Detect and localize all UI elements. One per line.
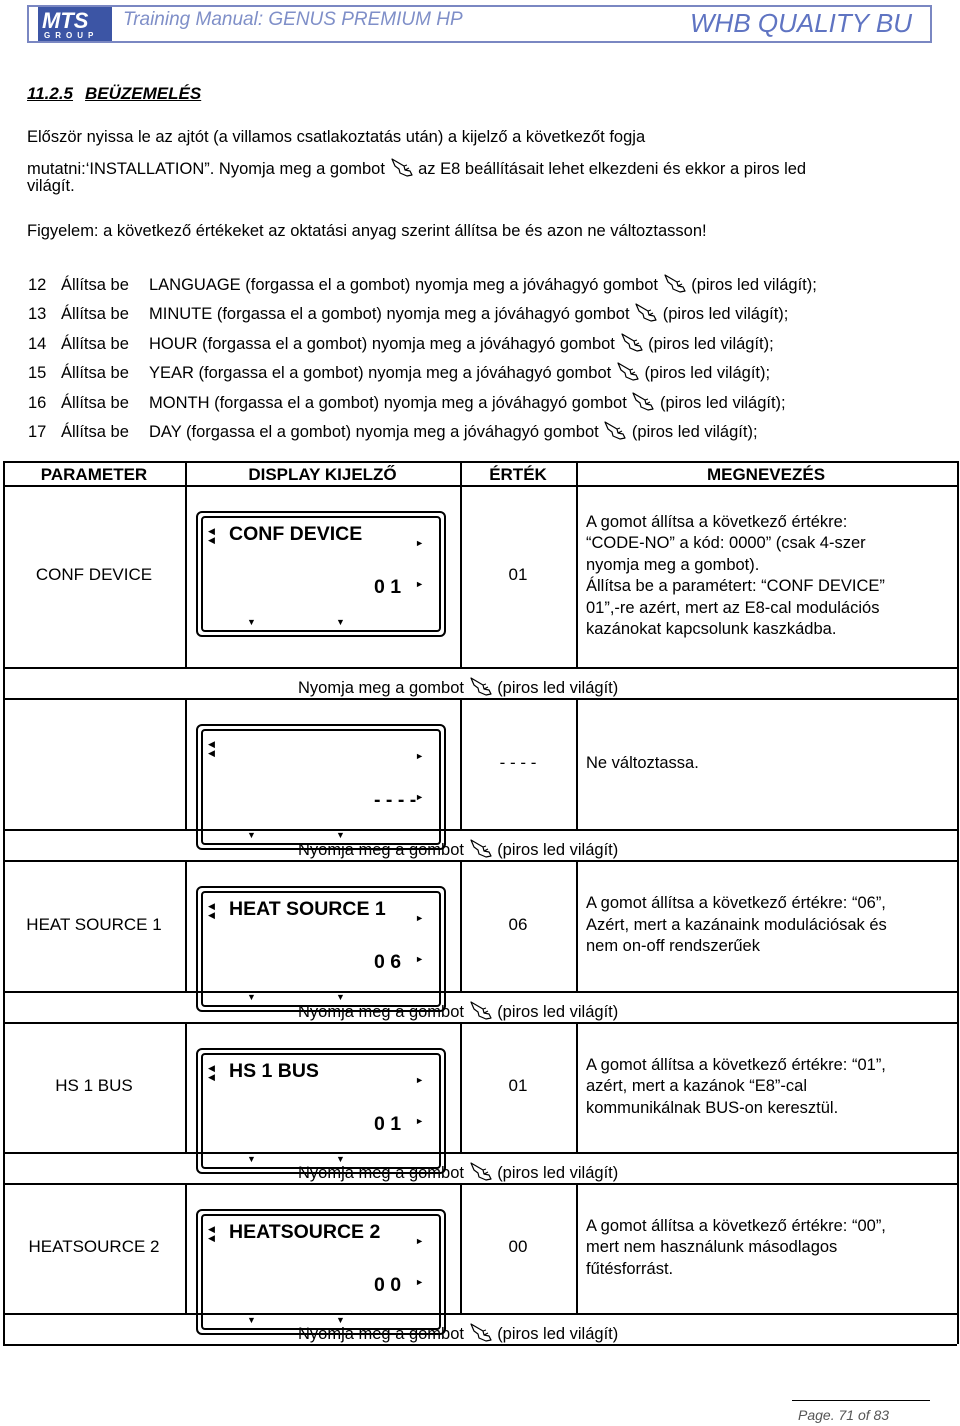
row-parameter: HEAT SOURCE 1 [26,914,162,934]
lcd-value: 0 1 [374,576,402,598]
press-text: Nyomja meg a gombot [298,841,464,859]
header-value: ÉRTÉK [489,465,547,484]
lcd-down-arrow-icon: ▼ [247,992,256,1002]
table-rule [185,1022,187,1152]
row-value: 01 [508,565,528,584]
lcd-display [196,724,446,850]
row-value: 00 [508,1237,528,1256]
press-suffix: (piros led világít) [497,1164,619,1182]
table-rule [576,1022,578,1152]
step-suffix: (piros led világít); [660,394,786,412]
table-rule [576,1183,578,1313]
hand-pointer-icon [469,1322,493,1342]
press-suffix: (piros led világít) [497,1003,619,1021]
press-suffix: (piros led világít) [497,679,619,697]
hand-pointer-icon [616,361,640,381]
table-rule [3,829,957,831]
press-button-row [298,838,618,860]
lcd-right-arrow-icon: ► [415,1236,424,1246]
step-number: 12 [28,276,47,294]
description-line: azért, mert a kazánok “E8”-cal [586,1077,807,1096]
step-text: YEAR (forgassa el a gombot) nyomja meg a jóváhagyó gombot [149,364,612,382]
lcd-right-arrow-icon: ► [415,751,424,761]
hand-pointer-icon [631,391,655,411]
table-rule [3,485,957,487]
lcd-right-arrow-icon: ► [415,538,424,548]
table-rule [185,485,187,667]
hand-pointer-icon [469,676,493,696]
table-rule [957,461,959,1344]
lcd-left-arrows-icon: ◀ ◀ [208,739,215,758]
hand-pointer-icon [469,838,493,858]
table-rule [3,991,957,993]
description-line: A gomot állítsa a következő értékre: “01”, [586,1055,886,1074]
step-suffix: (piros led világít); [648,335,774,353]
press-button-row [298,1000,618,1022]
lcd-down-arrow-icon: ▼ [247,617,256,627]
hand-pointer-icon [634,302,658,322]
lcd-right-arrow-icon: ► [415,913,424,923]
description-line: Állítsa be a paramétert: “CONF DEVICE” [586,577,885,595]
svg-text:GROUP: GROUP [44,31,99,40]
step-suffix: (piros led világít); [644,364,771,382]
step-verb: Állítsa be [61,335,129,353]
press-button-row [298,1161,618,1183]
step-verb: Állítsa be [61,364,129,382]
lcd-down-arrow-icon: ▼ [336,992,345,1002]
row-description [586,1216,936,1281]
footer-rule [792,1400,930,1401]
description-line: mert nem használunk másodlagos [586,1238,838,1257]
lcd-right-arrow-icon: ► [415,792,424,802]
description-line: kommunikálnak BUS-on keresztül. [586,1098,839,1117]
lcd-display [196,1209,446,1335]
step-suffix: (piros led világít); [691,276,817,294]
lcd-down-arrow-icon: ▼ [247,1315,256,1325]
lcd-title: HEAT SOURCE 1 [229,898,386,920]
press-text: Nyomja meg a gombot [298,1003,464,1021]
step-row [28,420,758,442]
step-verb: Állítsa be [61,423,129,441]
lcd-left-arrows-icon: ◀ ◀ [208,901,215,920]
table-rule [576,698,578,829]
step-number: 14 [28,335,47,353]
step-suffix: (piros led világít); [631,423,758,441]
step-row [28,273,817,295]
description-line: Azért, mert a kazánaink modulációsak és [586,915,887,934]
lcd-display [196,886,446,1012]
lcd-title: CONF DEVICE [229,523,363,545]
lcd-left-arrows-icon: ◀ ◀ [208,526,215,545]
description-line: nyomja meg a gombot). [586,555,760,574]
intro-line-2 [27,157,806,179]
press-suffix: (piros led világít) [497,1325,619,1343]
table-rule [185,698,187,829]
intro-line-1: Először nyissa le az ajtót (a villamos csatlakoztatás után) a kijelző a következőt fogja [27,128,646,146]
hand-pointer-icon [620,332,644,352]
row-description [586,753,936,775]
lcd-down-arrow-icon: ▼ [336,617,345,627]
press-text: Nyomja meg a gombot [298,1164,464,1182]
step-text: MINUTE (forgassa el a gombot) nyomja meg a jóváhagyó gombot [149,305,630,323]
header-display: DISPLAY KIJELZŐ [248,465,397,484]
step-text: LANGUAGE (forgassa el a gombot) nyomja meg a jóváhagyó gombot [149,276,659,294]
step-number: 17 [28,423,47,441]
lcd-right-arrow-icon: ► [415,1116,424,1126]
step-text: MONTH (forgassa el a gombot) nyomja meg a jóváhagyó gombot [149,394,627,412]
table-rule [185,1183,187,1313]
step-text: HOUR (forgassa el a gombot) nyomja meg a jóváhagyó gombot [149,335,615,353]
row-description [586,893,936,958]
table-rule [3,860,957,862]
description-line: fűtésforrást. [586,1259,674,1278]
lcd-value: 0 6 [374,951,402,973]
lcd-display [196,1048,446,1174]
row-parameter: HS 1 BUS [55,1076,133,1095]
step-text: DAY (forgassa el a gombot) nyomja meg a jóváhagyó gombot [149,423,599,441]
step-suffix: (piros led világít); [662,305,789,323]
press-button-row [298,1322,618,1344]
header-brand: WHB QUALITY BU [690,8,913,38]
step-row [28,332,774,354]
hand-pointer-icon [663,273,687,293]
description-line: A gomot állítsa a következő értékre: “06”, [586,894,886,913]
step-row [28,361,770,383]
description-line: “CODE-NO” a kód: 0000” (csak 4-szer [586,534,866,552]
lcd-value: 0 1 [374,1113,402,1135]
description-line: Ne változtassa. [586,753,699,772]
lcd-down-arrow-icon: ▼ [247,830,256,840]
hand-pointer-icon [469,1161,493,1181]
lcd-right-arrow-icon: ► [415,1075,424,1085]
table-rule [3,698,957,700]
lcd-title: HEATSOURCE 2 [229,1221,381,1243]
step-number: 16 [28,394,47,412]
step-number: 13 [28,305,47,323]
lcd-down-arrow-icon: ▼ [336,1154,345,1164]
press-text: Nyomja meg a gombot [298,1325,464,1343]
description-line: A gomot állítsa a következő értékre: “00”, [586,1216,886,1235]
lcd-value: - - - - [374,789,417,811]
step-verb: Állítsa be [61,276,129,294]
step-row [28,302,788,324]
row-value: - - - - [499,752,537,772]
press-text: Nyomja meg a gombot [298,679,464,697]
hand-pointer-icon [469,1000,493,1020]
description-line: kazánokat kapcsolunk kaszkádba. [586,620,837,638]
header-parameter: PARAMETER [40,465,148,484]
manual-title: Training Manual: GENUS PREMIUM HP [123,9,463,30]
table-rule [3,1022,957,1024]
hand-pointer-icon [603,420,627,440]
table-rule [3,1152,957,1154]
press-suffix: (piros led világít) [497,841,619,859]
lcd-down-arrow-icon: ▼ [336,1315,345,1325]
lcd-value: 0 0 [374,1274,402,1296]
intro-line-2-end: az E8 beállításait lehet elkezdeni és ekkor a piros led [418,160,807,178]
table-rule [185,860,187,991]
description-line: nem on-off rendszerűek [586,937,760,956]
lcd-left-arrows-icon: ◀ ◀ [208,1224,215,1243]
table-rule [576,485,578,667]
lcd-title: HS 1 BUS [229,1060,319,1082]
lcd-display [196,511,446,637]
row-description [586,1055,936,1120]
description-line: 01”,-re azért, mert az E8-cal modulációs [586,598,880,617]
lcd-down-arrow-icon: ▼ [247,1154,256,1164]
section-title [27,84,201,104]
lcd-right-arrow-icon: ► [415,954,424,964]
hand-pointer-icon [390,157,414,177]
intro-line-3: világít. [27,177,75,195]
table-rule [3,1183,957,1185]
table-rule [3,461,5,1344]
intro-line-2-start: mutatni:‘INSTALLATION”. Nyomja meg a gombot [27,160,385,178]
description-line: A gomot állítsa a következő értékre: [586,512,848,531]
page-number: Page. 71 of 83 [798,1407,890,1423]
table-rule [3,1313,957,1315]
row-parameter: HEATSOURCE 2 [28,1237,160,1256]
svg-text:MTS: MTS [42,8,89,33]
section-heading: BEÜZEMELÉS [85,84,202,103]
warning-text: Figyelem: a következő értékeket az oktatási anyag szerint állítsa be és azon ne változtasson! [27,222,707,240]
step-row [28,391,786,413]
step-verb: Állítsa be [61,394,129,412]
row-description [586,512,936,641]
table-rule [576,860,578,991]
section-number: 11.2.5 [27,84,74,103]
row-parameter: CONF DEVICE [35,565,153,584]
lcd-down-arrow-icon: ▼ [336,830,345,840]
step-verb: Állítsa be [61,305,129,323]
lcd-left-arrows-icon: ◀ ◀ [208,1063,215,1082]
mts-group-logo [38,7,112,41]
step-number: 15 [28,364,47,382]
table-rule [3,461,957,463]
table-rule [3,1344,957,1346]
row-value: 01 [508,1076,528,1095]
lcd-right-arrow-icon: ► [415,1277,424,1287]
table-rule [3,667,957,669]
lcd-right-arrow-icon: ► [415,579,424,589]
press-button-row [298,676,618,698]
header-description: MEGNEVEZÉS [706,465,826,484]
row-value: 06 [508,914,528,934]
